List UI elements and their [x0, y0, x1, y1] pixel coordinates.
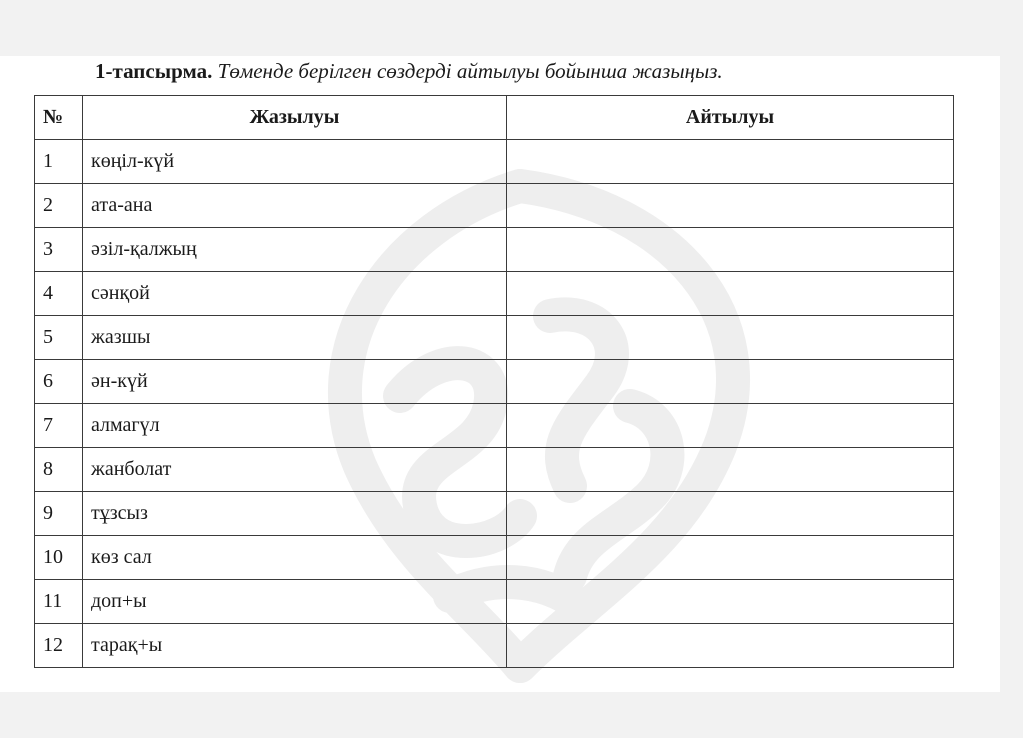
table-row: [35, 404, 954, 448]
words-table: [34, 95, 954, 668]
pronunciation-cell[interactable]: [507, 140, 954, 184]
spelling-cell: сәнқой: [83, 272, 507, 316]
row-number-cell: 2: [35, 184, 83, 228]
row-number-cell: 9: [35, 492, 83, 536]
spelling-cell: ата-ана: [83, 184, 507, 228]
table-row: [35, 184, 954, 228]
task-heading: [95, 58, 723, 84]
spelling-cell: доп+ы: [83, 580, 507, 624]
spelling-cell: жазшы: [83, 316, 507, 360]
table-header-row: [35, 96, 954, 140]
task-instruction: Төменде берілген сөздерді айтылуы бойынша жазыңыз.: [217, 59, 723, 83]
task-number-label: 1-тапсырма.: [95, 59, 213, 83]
row-number-cell: 5: [35, 316, 83, 360]
pronunciation-cell[interactable]: [507, 272, 954, 316]
spelling-cell: көңіл-күй: [83, 140, 507, 184]
spelling-cell: тұзсыз: [83, 492, 507, 536]
pronunciation-cell[interactable]: [507, 360, 954, 404]
table-row: [35, 360, 954, 404]
table-row: [35, 228, 954, 272]
row-number-cell: 6: [35, 360, 83, 404]
table-row: [35, 492, 954, 536]
pronunciation-cell[interactable]: [507, 580, 954, 624]
number-column-header: №: [35, 96, 83, 140]
pronunciation-cell[interactable]: [507, 184, 954, 228]
table-row: [35, 624, 954, 668]
pronunciation-cell[interactable]: [507, 492, 954, 536]
spelling-column-header: Жазылуы: [83, 96, 507, 140]
pronunciation-cell[interactable]: [507, 536, 954, 580]
pronunciation-cell[interactable]: [507, 228, 954, 272]
row-number-cell: 12: [35, 624, 83, 668]
worksheet-page: [0, 56, 1000, 692]
table-row: [35, 140, 954, 184]
row-number-cell: 3: [35, 228, 83, 272]
table-row: [35, 536, 954, 580]
pronunciation-cell[interactable]: [507, 624, 954, 668]
table-row: [35, 580, 954, 624]
spelling-cell: әзіл-қалжың: [83, 228, 507, 272]
table-row: [35, 448, 954, 492]
pronunciation-cell[interactable]: [507, 404, 954, 448]
spelling-cell: тарақ+ы: [83, 624, 507, 668]
pronunciation-cell[interactable]: [507, 448, 954, 492]
spelling-cell: жанболат: [83, 448, 507, 492]
row-number-cell: 4: [35, 272, 83, 316]
row-number-cell: 7: [35, 404, 83, 448]
spelling-cell: көз сал: [83, 536, 507, 580]
pronunciation-cell[interactable]: [507, 316, 954, 360]
pronunciation-column-header: Айтылуы: [507, 96, 954, 140]
row-number-cell: 11: [35, 580, 83, 624]
spelling-cell: ән-күй: [83, 360, 507, 404]
table-row: [35, 316, 954, 360]
row-number-cell: 8: [35, 448, 83, 492]
spelling-cell: алмагүл: [83, 404, 507, 448]
table-row: [35, 272, 954, 316]
row-number-cell: 1: [35, 140, 83, 184]
row-number-cell: 10: [35, 536, 83, 580]
